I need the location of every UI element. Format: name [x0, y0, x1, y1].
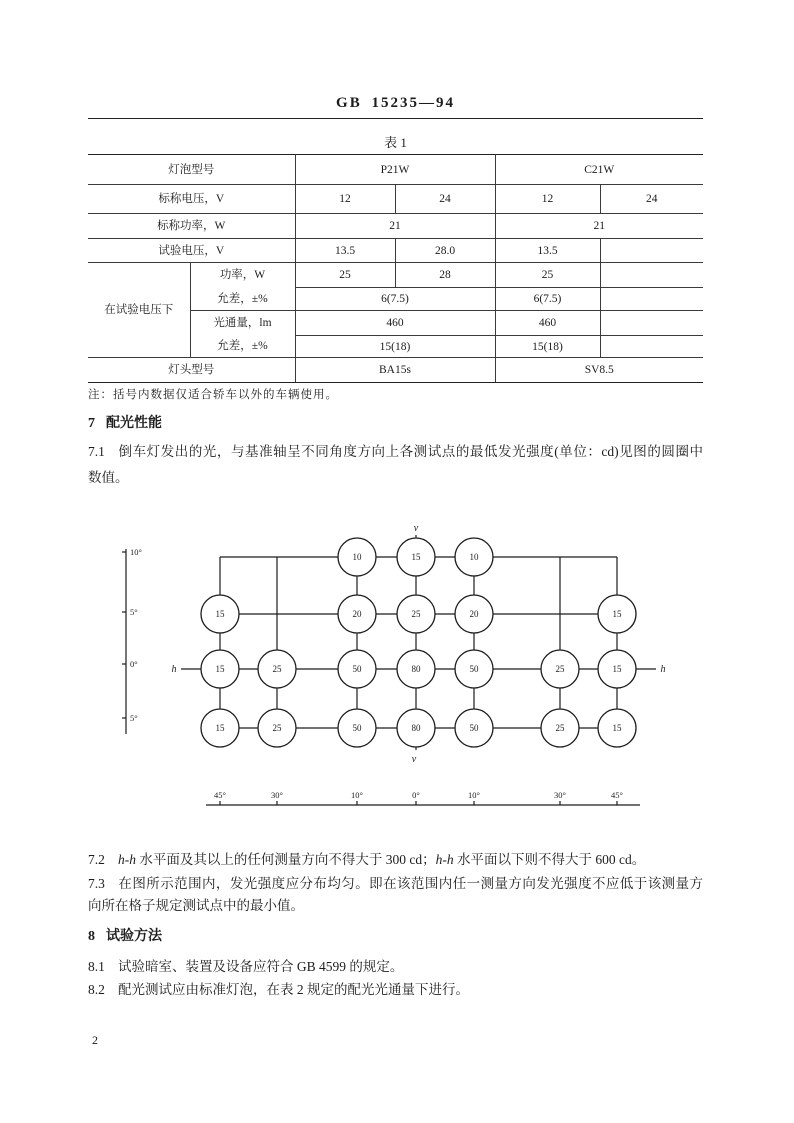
table-cell: 6(7.5) — [295, 288, 495, 311]
header-rule — [88, 118, 703, 119]
test-point-value: 20 — [469, 609, 479, 620]
section-7-heading — [88, 414, 162, 434]
test-point-value: 15 — [612, 609, 622, 620]
test-point — [598, 650, 636, 688]
empty-cell — [600, 288, 703, 311]
table-row-rated-voltage — [88, 185, 703, 214]
h-scale-tick-label: 45° — [214, 790, 226, 800]
table-cell: SV8.5 — [495, 358, 703, 383]
test-point-value: 80 — [411, 664, 421, 675]
test-point-value: 50 — [469, 664, 479, 675]
table-cell: 6(7.5) — [495, 288, 600, 311]
table-cell: 25 — [495, 263, 600, 288]
test-point — [598, 595, 636, 633]
para-8-2 — [88, 980, 703, 1000]
test-point — [598, 709, 636, 747]
clause-text: 在图所示范围内，发光强度应分布均匀。即在该范围内任一测量方向发光强度不应低于该测量方 — [118, 876, 703, 891]
para-7-3-line-1 — [88, 874, 703, 894]
h-scale-tick-label: 30° — [554, 790, 566, 800]
test-point-value: 50 — [352, 723, 362, 734]
clause-number: 7.2 — [88, 852, 105, 867]
table-cell: 21 — [295, 214, 495, 239]
test-point — [455, 595, 493, 633]
test-point-value: 50 — [352, 664, 362, 675]
v-label-bottom: v — [411, 754, 417, 765]
table-1 — [88, 154, 703, 383]
test-point — [397, 595, 435, 633]
table-cell: 460 — [495, 311, 600, 336]
empty-cell — [600, 263, 703, 288]
table-cell: 24 — [600, 185, 703, 214]
table-cell: 13.5 — [295, 239, 395, 263]
clause-text: 配光测试应由标准灯泡，在表 2 规定的配光光通量下进行。 — [118, 982, 469, 997]
table-cell: 13.5 — [495, 239, 600, 263]
test-point-value: 10 — [352, 552, 362, 563]
table-cell: 25 — [295, 263, 395, 288]
table-cell: BA15s — [295, 358, 495, 383]
flux-tolerance-label: 允差，±% — [190, 336, 295, 358]
table-caption: 表 1 — [384, 135, 407, 150]
test-point — [455, 538, 493, 576]
section-number: 8 — [88, 929, 95, 944]
test-point-value: 10 — [469, 552, 479, 563]
page-number: 2 — [92, 1033, 98, 1047]
test-point — [338, 650, 376, 688]
test-point — [541, 650, 579, 688]
table-row-test-voltage — [88, 239, 703, 263]
section-title: 配光性能 — [106, 416, 162, 431]
clause-text: 水平面以下则不得大于 600 cd。 — [453, 852, 646, 867]
clause-text: 试验暗室、装置及设备应符合 GB 4599 的规定。 — [118, 959, 404, 974]
test-point — [201, 709, 239, 747]
cap-type-label: 灯头型号 — [88, 358, 295, 383]
table-cell: 24 — [395, 185, 495, 214]
test-point-value: 15 — [411, 552, 421, 563]
h-scale-tick-label: 10° — [468, 790, 480, 800]
test-point — [397, 538, 435, 576]
clause-number: 8.2 — [88, 982, 105, 997]
bulb-type-label: 灯泡型号 — [88, 155, 295, 185]
para-8-1 — [88, 957, 703, 977]
clause-text: 倒车灯发出的光，与基准轴呈不同角度方向上各测试点的最低发光强度(单位：cd)见图的圆圈中 — [118, 444, 703, 459]
h-label-left: h — [171, 664, 177, 675]
test-point — [455, 650, 493, 688]
test-point — [258, 709, 296, 747]
bulb-type-c21w: C21W — [495, 155, 703, 185]
h-h-symbol: h-h — [118, 852, 136, 867]
section-8-heading — [88, 927, 162, 947]
test-point-value: 15 — [215, 609, 225, 620]
test-point — [397, 709, 435, 747]
clause-number: 8.1 — [88, 959, 105, 974]
test-point-value: 25 — [272, 664, 282, 675]
empty-cell — [600, 239, 703, 263]
test-point-value: 15 — [612, 664, 622, 675]
rated-voltage-label: 标称电压，V — [88, 185, 295, 214]
h-label-right: h — [660, 664, 666, 675]
table-row-cap-type — [88, 358, 703, 383]
table-cell: 28 — [395, 263, 495, 288]
table-cell: 12 — [495, 185, 600, 214]
table-row-bulb-type — [88, 155, 703, 185]
clause-text: 水平面及其以上的任何测量方向不得大于 300 cd； — [136, 852, 436, 867]
test-point — [201, 595, 239, 633]
table-cell: 15(18) — [295, 336, 495, 358]
power-tolerance-label: 允差，±% — [190, 288, 295, 311]
test-point — [541, 709, 579, 747]
flux-label: 光通量，lm — [190, 311, 295, 336]
v-scale-ticks — [122, 547, 142, 723]
test-point-value: 20 — [352, 609, 362, 620]
test-point-value: 15 — [215, 664, 225, 675]
test-point — [258, 650, 296, 688]
test-point — [338, 709, 376, 747]
test-voltage-label: 试验电压，V — [88, 239, 295, 263]
at-test-voltage-label: 在试验电压下 — [88, 263, 190, 358]
table-cell: 12 — [295, 185, 395, 214]
table-cell: 15(18) — [495, 336, 600, 358]
test-point — [201, 650, 239, 688]
section-title: 试验方法 — [106, 929, 162, 944]
v-scale-tick-label: 10° — [130, 547, 142, 557]
table-cell: 28.0 — [395, 239, 495, 263]
light-distribution-figure — [0, 500, 794, 830]
h-scale-tick-label: 45° — [611, 790, 623, 800]
rated-power-label: 标称功率，W — [88, 214, 295, 239]
test-point-value: 50 — [469, 723, 479, 734]
h-h-symbol: h-h — [435, 852, 454, 867]
para-7-1-line-1 — [88, 442, 703, 462]
test-point-value: 25 — [272, 723, 282, 734]
test-points — [201, 538, 636, 747]
v-scale-tick-label: 5° — [130, 713, 138, 723]
test-point — [455, 709, 493, 747]
table-row-power — [88, 263, 703, 288]
test-point-value: 15 — [612, 723, 622, 734]
empty-cell — [600, 336, 703, 358]
clause-number: 7.1 — [88, 444, 105, 459]
h-scale-tick-label: 0° — [412, 790, 420, 800]
table-row-rated-power — [88, 214, 703, 239]
para-7-1-line-2: 数值。 — [88, 470, 129, 485]
table-cell: 460 — [295, 311, 495, 336]
table-cell: 21 — [495, 214, 703, 239]
test-point-value: 15 — [215, 723, 225, 734]
v-label-top: v — [413, 523, 419, 534]
test-point-value: 25 — [555, 664, 565, 675]
test-point-value: 25 — [555, 723, 565, 734]
test-point — [397, 650, 435, 688]
section-number: 7 — [88, 416, 95, 431]
para-7-3-line-2: 向所在格子规定测试点中的最小值。 — [88, 898, 304, 913]
bulb-type-p21w: P21W — [295, 155, 495, 185]
h-scale-tick-label: 10° — [351, 790, 363, 800]
test-point — [338, 595, 376, 633]
power-label: 功率，W — [190, 263, 295, 288]
v-scale-tick-label: 5° — [130, 607, 138, 617]
h-scale-ticks — [214, 790, 623, 805]
table-note: 注：括号内数据仅适合轿车以外的车辆使用。 — [88, 389, 338, 401]
v-scale-tick-label: 0° — [130, 659, 138, 669]
empty-cell — [600, 311, 703, 336]
test-point — [338, 538, 376, 576]
h-scale-tick-label: 30° — [271, 790, 283, 800]
test-point-value: 80 — [411, 723, 421, 734]
clause-number: 7.3 — [88, 876, 105, 891]
standard-number-header: GB 15235—94 — [336, 95, 455, 111]
test-point-value: 25 — [411, 609, 421, 620]
para-7-2 — [88, 850, 703, 870]
